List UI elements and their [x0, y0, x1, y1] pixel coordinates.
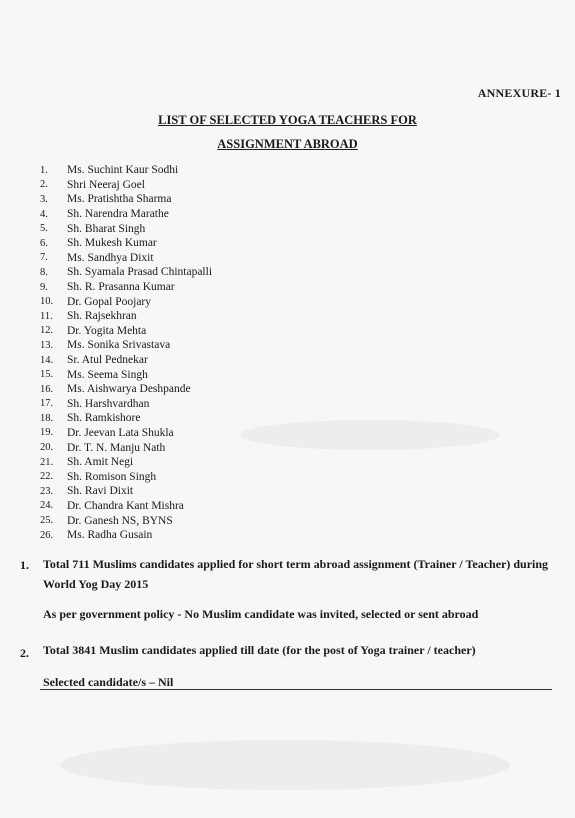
list-item [40, 382, 460, 397]
list-title: LIST OF SELECTED YOGA TEACHERS FOR [158, 113, 417, 127]
item-number: 8. [40, 266, 48, 278]
teacher-name: Sh. Amit Negi [67, 456, 134, 469]
item-number: 16. [40, 383, 54, 395]
item-number: 3. [40, 193, 48, 205]
teacher-name: Ms. Sonika Srivastava [67, 339, 171, 352]
teacher-name: Ms. Radha Gusain [67, 529, 153, 542]
list-item [40, 397, 460, 412]
list-item [40, 309, 460, 324]
item-number: 19. [40, 427, 54, 439]
selected-candidates: Selected candidate/s – Nil [43, 675, 174, 689]
teacher-name: Sh. Mukesh Kumar [67, 237, 157, 250]
list-item [40, 484, 460, 499]
scan-smudge [60, 740, 510, 790]
teacher-name: Ms. Aishwarya Deshpande [67, 383, 191, 396]
item-number: 11. [40, 310, 53, 322]
item-number: 5. [40, 223, 48, 235]
item-number: 21. [40, 456, 54, 468]
item-number: 2. [40, 179, 48, 191]
note-number: 1. [20, 558, 29, 572]
teacher-name: Sh. Harshvardhan [67, 397, 150, 410]
list-item [40, 236, 460, 251]
list-item [40, 294, 460, 309]
policy-statement: As per government policy - No Muslim candidate was invited, selected or sent abroad [43, 607, 479, 621]
list-item [40, 469, 460, 484]
teacher-name: Sh. R. Prasanna Kumar [67, 281, 175, 294]
teacher-name: Sh. Narendra Marathe [67, 208, 169, 221]
list-item [40, 178, 460, 193]
item-number: 13. [40, 339, 54, 351]
list-item [40, 265, 460, 280]
teacher-name: Dr. Ganesh NS, BYNS [67, 514, 173, 527]
teacher-name: Dr. Jeevan Lata Shukla [67, 426, 174, 439]
item-number: 12. [40, 325, 54, 337]
item-number: 23. [40, 485, 54, 497]
item-number: 6. [40, 237, 48, 249]
list-item [40, 513, 460, 528]
item-number: 10. [40, 296, 54, 308]
item-number: 9. [40, 281, 48, 293]
item-number: 4. [40, 208, 48, 220]
list-item [40, 455, 460, 470]
note-text: Total 3841 Muslim candidates applied till date (for the post of Yoga trainer / teacher) [43, 643, 476, 657]
item-number: 14. [40, 354, 54, 366]
teacher-name: Sh. Ravi Dixit [67, 485, 134, 498]
teacher-name: Dr. Gopal Poojary [67, 295, 152, 308]
teacher-name: Sr. Atul Pednekar [67, 354, 148, 367]
teacher-name: Sh. Bharat Singh [67, 222, 146, 235]
item-number: 17. [40, 398, 54, 410]
teacher-name: Dr. T. N. Manju Nath [67, 441, 166, 454]
note-text: Total 711 Muslims candidates applied for short term abroad assignment (Trainer / Teacher) during World Yog Day 2015 [43, 557, 549, 591]
list-item [40, 353, 460, 368]
teacher-list [40, 163, 460, 542]
list-item [40, 440, 460, 455]
teacher-name: Ms. Seema Singh [67, 368, 148, 381]
teacher-name: Sh. Syamala Prasad Chintapalli [67, 266, 213, 279]
item-number: 7. [40, 252, 48, 264]
item-number: 25. [40, 515, 54, 527]
teacher-name: Sh. Romison Singh [67, 470, 157, 483]
list-item [40, 499, 460, 514]
annexure-label: ANNEXURE- 1 [477, 86, 561, 100]
item-number: 24. [40, 500, 54, 512]
teacher-name: Dr. Yogita Mehta [67, 324, 147, 337]
list-item [40, 426, 460, 441]
item-number: 15. [40, 369, 54, 381]
teacher-name: Ms. Sandhya Dixit [67, 251, 154, 264]
list-item [40, 338, 460, 353]
item-number: 18. [40, 412, 54, 424]
list-item [40, 221, 460, 236]
teacher-name: Ms. Suchint Kaur Sodhi [67, 164, 179, 177]
list-item [40, 280, 460, 295]
teacher-name: Dr. Chandra Kant Mishra [67, 499, 184, 512]
list-subtitle: ASSIGNMENT ABROAD [217, 137, 358, 151]
list-item [40, 251, 460, 266]
list-item [40, 163, 460, 178]
list-item [40, 411, 460, 426]
teacher-name: Sh. Rajsekhran [67, 310, 137, 323]
list-item [40, 528, 460, 543]
item-number: 26. [40, 529, 54, 541]
list-item [40, 324, 460, 339]
item-number: 20. [40, 442, 54, 454]
item-number: 1. [40, 164, 48, 176]
list-item [40, 207, 460, 222]
list-item [40, 192, 460, 207]
list-item [40, 367, 460, 382]
teacher-name: Ms. Pratishtha Sharma [67, 193, 172, 206]
teacher-name: Shri Neeraj Goel [67, 178, 145, 191]
note-number: 2. [20, 646, 29, 660]
teacher-name: Sh. Ramkishore [67, 412, 141, 425]
item-number: 22. [40, 471, 54, 483]
divider-line [40, 689, 552, 690]
